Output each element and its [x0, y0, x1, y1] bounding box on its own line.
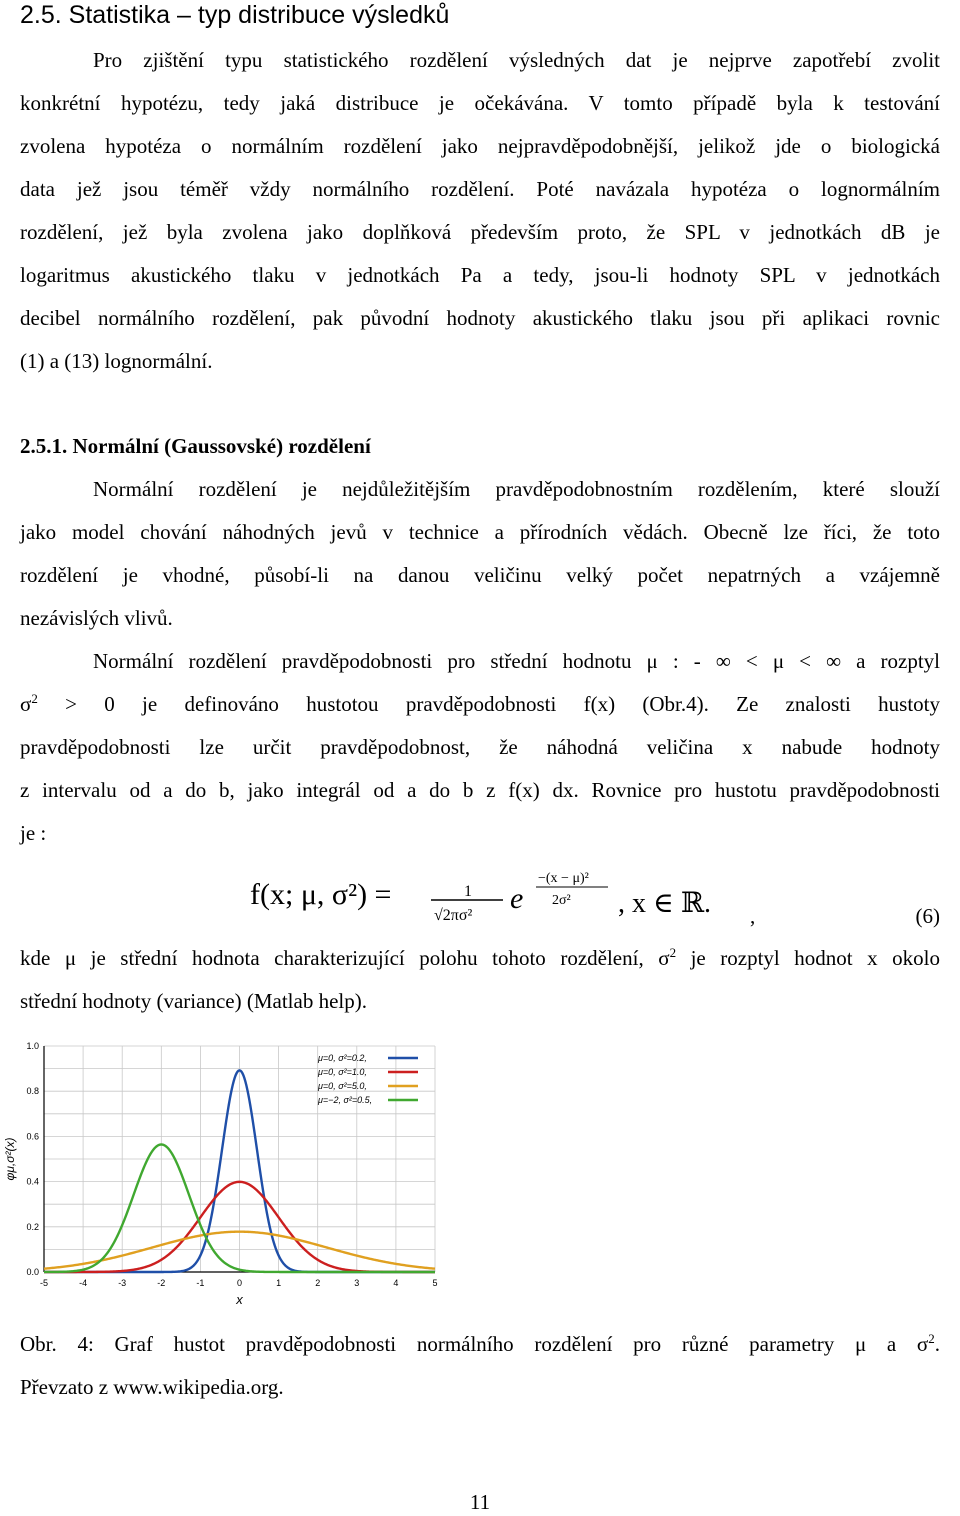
formula-e: e: [510, 882, 524, 915]
normal-distribution-chart: [0, 1032, 440, 1322]
formula-exp-numerator: −(x − μ)²: [538, 871, 589, 886]
formula-lhs: f(x; μ, σ²) =: [250, 878, 392, 911]
normal-pdf-formula: [246, 862, 736, 922]
equation-number: (6): [915, 904, 940, 928]
y-tick-label: 1.0: [26, 1041, 39, 1051]
para1-line: rozdělení, jež byla zvolena jako doplňková především proto, že SPL v jednotkách dB je: [20, 220, 940, 244]
x-axis-label: x: [236, 1292, 243, 1307]
para1-line: konkrétní hypotézu, tedy jaká distribuce je očekávána. V tomto případě byla k testování: [20, 91, 940, 115]
para2-line: nezávislých vlivů.: [20, 606, 173, 630]
figure-caption: Obr. 4: Graf hustot pravděpodobnosti normálního rozdělení pro různé parametry μ a $\sigma^2$.: [20, 1331, 940, 1356]
para1-line: Pro zjištění typu statistického rozdělení výsledných dat je nejprve zapotřebí zvolit: [93, 48, 940, 72]
para4-line: střední hodnoty (variance) (Matlab help).: [20, 989, 367, 1013]
para1-line: zvolena hypotéza o normálním rozdělení jako nejpravděpodobnější, jelikož jde o biologická: [20, 134, 940, 158]
x-tick-label: 1: [276, 1278, 282, 1288]
x-tick-label: 2: [315, 1278, 321, 1288]
para2-line: rozdělení je vhodné, působí-li na danou veličinu velký počet nepatrných a vzájemně: [20, 563, 940, 587]
y-tick-label: 0.4: [26, 1176, 39, 1187]
para2-line: Normální rozdělení je nejdůležitějším pravděpodobnostním rozdělením, které slouží: [93, 477, 940, 501]
x-tick-label: -4: [79, 1278, 88, 1288]
formula-domain: , x ∈ ℝ.: [618, 888, 711, 919]
y-tick-label: 0.8: [26, 1086, 39, 1097]
x-tick-label: -2: [157, 1278, 166, 1288]
para3-line: z intervalu od a do b, jako integrál od a do b z f(x) dx. Rovnice pro hustotu pravděpodobnosti: [20, 778, 940, 802]
subsection-heading: 2.5.1. Normální (Gaussovské) rozdělení: [20, 434, 371, 458]
formula-numerator: 1: [464, 883, 472, 900]
figure-source: Převzato z www.wikipedia.org.: [20, 1375, 284, 1399]
para1-line: data jež jsou téměř vždy normálního rozdělení. Poté navázala hypotéza o lognormálním: [20, 177, 940, 201]
y-tick-label: 0.6: [26, 1131, 39, 1142]
x-tick-label: -5: [39, 1278, 49, 1288]
y-tick-label: 0.2: [26, 1221, 39, 1232]
legend-label: μ=0, σ²=5.0,: [318, 1081, 367, 1091]
x-tick-label: 3: [354, 1278, 360, 1288]
x-tick-label: 4: [393, 1278, 399, 1288]
x-tick-label: 0: [236, 1278, 243, 1288]
para3-line: pravděpodobnosti lze určit pravděpodobnost, že náhodná veličina x nabude hodnoty: [20, 735, 940, 759]
para3-line: $\sigma^2 > 0$ je definováno hustotou pravděpodobnosti f(x) (Obr.4). Ze znalosti hustoty: [20, 691, 940, 716]
legend-label: μ=−2, σ²=0.5,: [318, 1095, 373, 1105]
x-tick-label: -1: [196, 1278, 205, 1288]
para2-line: jako model chování náhodných jevů v technice a přírodních vědách. Obecně lze říci, že toto: [20, 520, 940, 544]
y-axis-label: φμ,σ²(x): [3, 1137, 17, 1181]
formula-denominator: √2πσ²: [434, 907, 473, 922]
para1-line: decibel normálního rozdělení, pak původní hodnoty akustického tlaku jsou při aplikaci rovnic: [20, 306, 940, 330]
page-number: 11: [469, 1490, 491, 1514]
para1-line: (1) a (13) lognormální.: [20, 349, 213, 373]
formula-exp-denominator: 2σ²: [552, 893, 571, 908]
legend-label: μ=0, σ²=0.2,: [318, 1053, 367, 1063]
equation-comma: ,: [750, 904, 756, 928]
section-heading: 2.5. Statistika – typ distribuce výsledků: [20, 1, 450, 29]
para3-line: Normální rozdělení pravděpodobnosti pro střední hodnotu μ : - ∞ < μ < ∞ a rozptyl: [93, 649, 940, 673]
x-tick-label: 5: [432, 1278, 438, 1288]
legend-label: μ=0, σ²=1.0,: [318, 1067, 367, 1077]
para4-line: kde μ je střední hodnota charakterizující polohu tohoto rozdělení, $\sigma^2$ je rozptyl hodnot x okolo: [20, 945, 940, 970]
para1-line: logaritmus akustického tlaku v jednotkách Pa a tedy, jsou-li hodnoty SPL v jednotkách: [20, 263, 940, 287]
y-tick-label: 0.0: [26, 1267, 39, 1277]
x-tick-label: -3: [118, 1278, 127, 1288]
para3-line: je :: [20, 821, 47, 845]
